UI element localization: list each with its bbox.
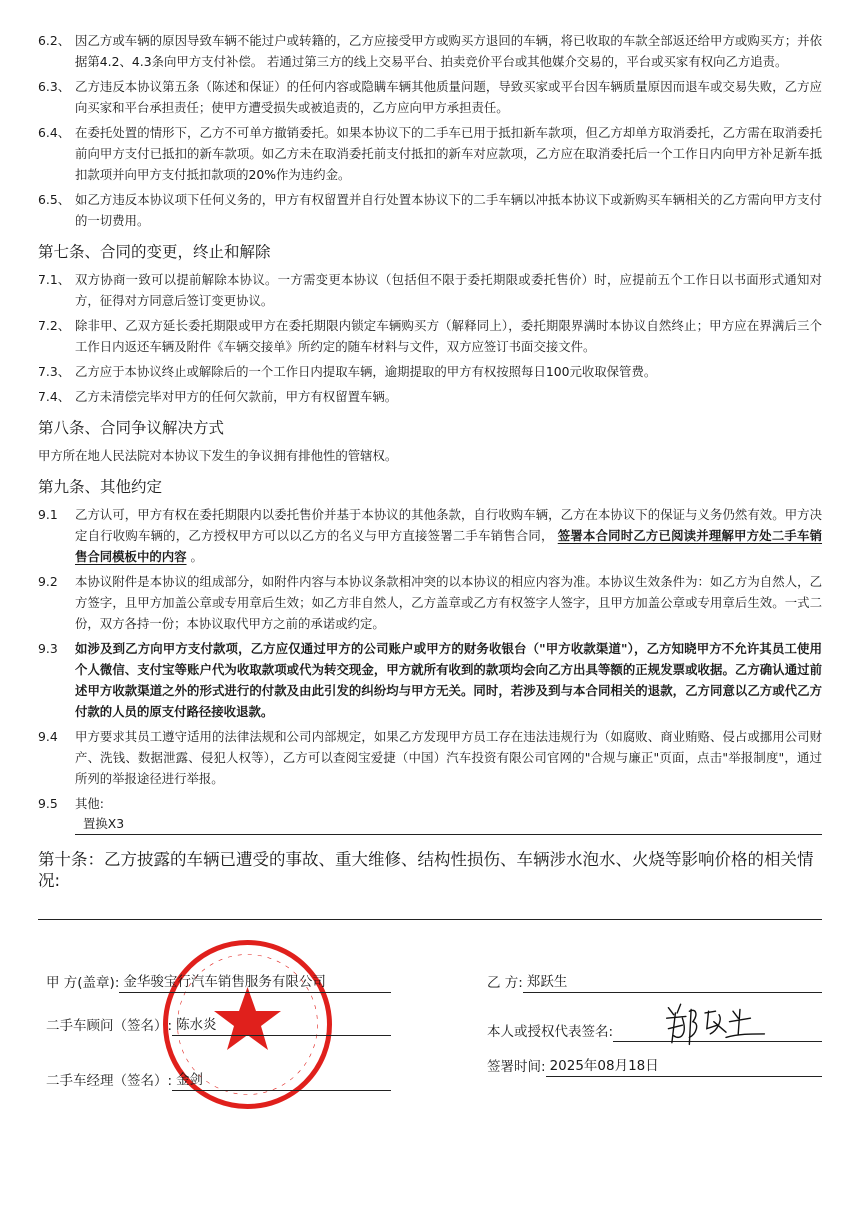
clause-number: 6.2、 xyxy=(38,33,71,48)
clause-number: 9.5 xyxy=(38,796,58,811)
clause-text: 乙方应于本协议终止或解除后的一个工作日内提取车辆，逾期提取的甲方有权按照每日100元收取保管费。 xyxy=(75,364,657,379)
clause-text: 如涉及到乙方向甲方支付款项，乙方应仅通过甲方的公司账户或甲方的财务收银台（"甲方收款渠道"），乙方知晓甲方不允许其员工使用个人微信、支付宝等账户代为收取款项或代为转交现金，甲方就所有收到的款项均会向乙方出具等额的正规发票或收据。乙方确认通过前述甲方收款渠道之外的形式进行的付款及由此引发的纠纷均与甲方无关。同时，若涉及到与本合同相关的退款，乙方同意以乙方或代乙方付款的人员的原支付路径接收退款。 xyxy=(75,641,822,719)
article-8-heading: 第八条、合同争议解决方式 xyxy=(38,419,225,437)
date-row xyxy=(487,1056,822,1077)
manager-value: 金剑 xyxy=(172,1070,391,1091)
clause-6-5 xyxy=(38,189,822,231)
advisor-value: 陈水炎 xyxy=(172,1015,391,1036)
party-b-row xyxy=(487,972,822,993)
clause-7-4 xyxy=(38,386,822,407)
article-10-heading: 第十条：乙方披露的车辆已遭受的事故、重大维修、结构性损伤、车辆涉水泡水、火烧等影响价格的相关情况: xyxy=(38,850,814,890)
party-b-column xyxy=(487,972,822,1091)
clause-text: 在委托处置的情形下，乙方不可单方撤销委托。如果本协议下的二手车已用于抵扣新车款项，但乙方却单方取消委托，乙方需在取消委托前向甲方支付已抵扣的新车款项。如乙方未在取消委托前支付抵扣的新车对应款项，乙方应在取消委托后一个工作日内向甲方补足新车抵扣款项并向甲方支付抵扣款项的20%作为违约金。 xyxy=(75,125,822,182)
representative-line xyxy=(613,1007,822,1042)
clause-number: 7.3、 xyxy=(38,364,71,379)
party-a-label: 甲 方(盖章): xyxy=(46,975,120,991)
party-a-column xyxy=(46,972,391,1091)
representative-row xyxy=(487,1007,822,1042)
other-terms-underline xyxy=(75,834,822,835)
clause-text: 本协议附件是本协议的组成部分，如附件内容与本协议条款相冲突的以本协议的相应内容为准。本协议生效条件为：如乙方为自然人，乙方签字，且甲方加盖公章或专用章后生效；如乙方非自然人，乙方盖章或乙方有权签字人签字，且甲方加盖公章或专用章后生效。一式二份，双方各持一份；本协议取代甲方之前的承诺或约定。 xyxy=(75,574,822,631)
clause-number: 9.3 xyxy=(38,641,58,656)
date-value: 2025年08月18日 xyxy=(546,1056,822,1077)
clause-6-4 xyxy=(38,122,822,185)
other-terms-value: 置换X3 xyxy=(83,816,125,831)
underlined-acknowledgement: 签署本合同时乙方已阅读并理解甲方处二手车销售合同模板中的内容 xyxy=(75,528,823,564)
signature-block xyxy=(38,972,822,1091)
clause-text: 双方协商一致可以提前解除本协议。一方需变更本协议（包括但不限于委托期限或委托售价）时，应提前五个工作日以书面形式通知对方，征得对方同意后签订变更协议。 xyxy=(75,272,822,308)
date-label: 签署时间: xyxy=(487,1059,546,1075)
party-a-value: 金华骏宝行汽车销售服务有限公司 xyxy=(119,972,391,993)
article-9-heading: 第九条、其他约定 xyxy=(38,478,163,496)
clause-7-2 xyxy=(38,315,822,357)
party-b-label: 乙 方: xyxy=(487,975,523,991)
clause-number: 9.2 xyxy=(38,574,58,589)
advisor-label: 二手车顾问（签名）: xyxy=(46,1018,173,1034)
party-b-value: 郑跃生 xyxy=(523,972,822,993)
clause-number: 7.4、 xyxy=(38,389,71,404)
manager-label: 二手车经理（签名）: xyxy=(46,1073,173,1089)
article-8-text: 甲方所在地人民法院对本协议下发生的争议拥有排他性的管辖权。 xyxy=(38,448,398,463)
clause-text: 因乙方或车辆的原因导致车辆不能过户或转籍的，乙方应接受甲方或购买方退回的车辆，将已收取的车款全部返还给甲方或购买方；并依据第4.2、4.3条向甲方支付补偿。 若通过第三方的线上交易平台、拍卖竞价平台或其他媒介交易的，平台或买家有权向乙方追责。 xyxy=(75,33,822,69)
clause-number: 7.2、 xyxy=(38,318,71,333)
clause-9-4 xyxy=(38,726,822,789)
article-7-heading: 第七条、合同的变更，终止和解除 xyxy=(38,243,271,261)
clause-number: 9.4 xyxy=(38,729,58,744)
handwritten-signature xyxy=(633,999,778,1047)
clause-text: 除非甲、乙双方延长委托期限或甲方在委托期限内锁定车辆购买方（解释同上），委托期限界满时本协议自然终止；甲方应在界满后三个工作日内返还车辆及附件《车辆交接单》所约定的随车材料与文件，双方应签订书面交接文件。 xyxy=(75,318,822,354)
clause-number: 6.5、 xyxy=(38,192,71,207)
clause-6-2 xyxy=(38,30,822,72)
clause-end: 。 xyxy=(190,549,203,564)
clause-text: 乙方违反本协议第五条（陈述和保证）的任何内容或隐瞒车辆其他质量问题，导致买家或平台因车辆质量原因而退车或交易失败，乙方应向买家和平台承担责任；使甲方遭受损失或被追责的，乙方应向甲方承担责任。 xyxy=(75,79,822,115)
clause-6-3 xyxy=(38,76,822,118)
advisor-row xyxy=(46,1015,391,1036)
party-a-row xyxy=(46,972,391,993)
clause-9-5 xyxy=(38,793,822,814)
article-10-underline xyxy=(38,919,822,920)
clause-number: 9.1 xyxy=(38,507,58,522)
representative-label: 本人或授权代表签名: xyxy=(487,1024,614,1040)
clause-9-1 xyxy=(38,504,822,567)
clause-number: 6.4、 xyxy=(38,125,71,140)
clause-text: 甲方要求其员工遵守适用的法律法规和公司内部规定，如果乙方发现甲方员工存在违法违规行为（如腐败、商业贿赂、侵占或挪用公司财产、洗钱、数据泄露、侵犯人权等），乙方可以查阅宝爱捷（中国）汽车投资有限公司官网的"合规与廉正"页面，点击"举报制度"，通过所列的举报途径进行举报。 xyxy=(75,729,822,786)
clause-text: 如乙方违反本协议项下任何义务的，甲方有权留置并自行处置本协议下的二手车辆以冲抵本协议下或新购买车辆相关的乙方需向甲方支付的一切费用。 xyxy=(75,192,822,228)
manager-row xyxy=(46,1070,391,1091)
clause-text: 乙方未清偿完毕对甲方的任何欠款前，甲方有权留置车辆。 xyxy=(75,389,398,404)
clause-9-2 xyxy=(38,571,822,634)
clause-9-3 xyxy=(38,638,822,722)
clause-number: 7.1、 xyxy=(38,272,71,287)
clause-label: 其他: xyxy=(75,796,104,811)
clause-7-3 xyxy=(38,361,822,382)
clause-text xyxy=(75,504,822,567)
clause-number: 6.3、 xyxy=(38,79,71,94)
clause-7-1 xyxy=(38,269,822,311)
clause-text-body: 乙方认可，甲方有权在委托期限内以委托售价并基于本协议的其他条款，自行收购车辆，乙方在本协议下的保证与义务仍然有效。甲方决定自行收购车辆的，乙方授权甲方可以以乙方的名义与甲方直接签署二手车销售合同， xyxy=(75,507,822,543)
